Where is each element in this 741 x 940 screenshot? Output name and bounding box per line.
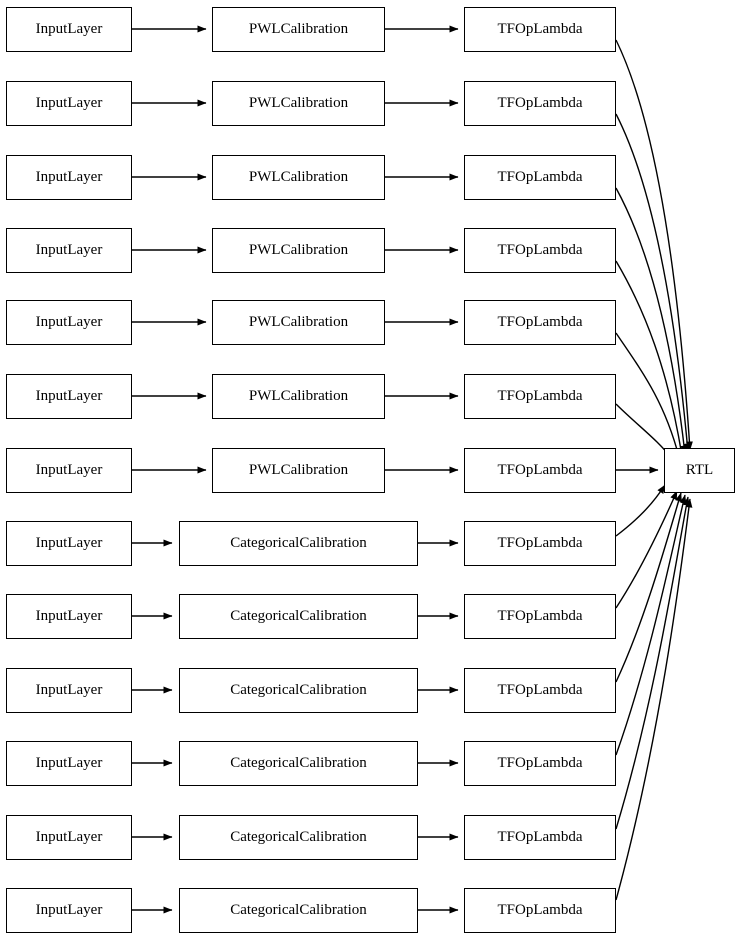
node-label: TFOpLambda	[497, 314, 583, 330]
node-label: PWLCalibration	[248, 95, 349, 111]
node-label: TFOpLambda	[497, 608, 583, 624]
node-input-layer[interactable]	[6, 741, 132, 786]
node-input-layer[interactable]	[6, 888, 132, 933]
node-label: TFOpLambda	[497, 829, 583, 845]
node-label: CategoricalCalibration	[230, 755, 367, 771]
node-label: PWLCalibration	[248, 21, 349, 37]
node-calibration[interactable]	[179, 521, 418, 566]
node-rtl-output[interactable]	[664, 448, 735, 493]
node-label: CategoricalCalibration	[230, 829, 367, 845]
node-calibration[interactable]	[179, 668, 418, 713]
node-label: TFOpLambda	[497, 902, 583, 918]
node-tf-op-lambda[interactable]	[464, 374, 616, 419]
node-label: TFOpLambda	[497, 21, 583, 37]
node-calibration[interactable]	[212, 81, 385, 126]
node-label: TFOpLambda	[497, 535, 583, 551]
node-input-layer[interactable]	[6, 7, 132, 52]
node-input-layer[interactable]	[6, 448, 132, 493]
node-input-layer[interactable]	[6, 594, 132, 639]
node-label: PWLCalibration	[248, 169, 349, 185]
node-tf-op-lambda[interactable]	[464, 668, 616, 713]
node-label: PWLCalibration	[248, 388, 349, 404]
node-label: InputLayer	[35, 242, 103, 258]
node-label: TFOpLambda	[497, 755, 583, 771]
node-calibration[interactable]	[179, 741, 418, 786]
node-input-layer[interactable]	[6, 228, 132, 273]
node-label: TFOpLambda	[497, 95, 583, 111]
node-label: CategoricalCalibration	[230, 902, 367, 918]
node-tf-op-lambda[interactable]	[464, 741, 616, 786]
node-input-layer[interactable]	[6, 155, 132, 200]
node-label: InputLayer	[35, 169, 103, 185]
node-label: InputLayer	[35, 388, 103, 404]
node-input-layer[interactable]	[6, 521, 132, 566]
node-label: InputLayer	[35, 682, 103, 698]
node-calibration[interactable]	[212, 7, 385, 52]
node-calibration[interactable]	[212, 228, 385, 273]
node-tf-op-lambda[interactable]	[464, 300, 616, 345]
node-label: InputLayer	[35, 608, 103, 624]
node-calibration[interactable]	[179, 888, 418, 933]
node-label: TFOpLambda	[497, 388, 583, 404]
node-label: PWLCalibration	[248, 462, 349, 478]
node-label: PWLCalibration	[248, 314, 349, 330]
node-input-layer[interactable]	[6, 81, 132, 126]
node-label: TFOpLambda	[497, 169, 583, 185]
node-label: InputLayer	[35, 755, 103, 771]
node-label: TFOpLambda	[497, 462, 583, 478]
node-calibration[interactable]	[212, 155, 385, 200]
node-label: CategoricalCalibration	[230, 535, 367, 551]
node-calibration[interactable]	[212, 374, 385, 419]
node-input-layer[interactable]	[6, 815, 132, 860]
node-label: InputLayer	[35, 902, 103, 918]
node-label: PWLCalibration	[248, 242, 349, 258]
node-input-layer[interactable]	[6, 668, 132, 713]
node-label: RTL	[685, 462, 714, 478]
node-calibration[interactable]	[179, 594, 418, 639]
node-tf-op-lambda[interactable]	[464, 7, 616, 52]
node-label: InputLayer	[35, 314, 103, 330]
node-input-layer[interactable]	[6, 374, 132, 419]
node-label: TFOpLambda	[497, 242, 583, 258]
node-label: InputLayer	[35, 462, 103, 478]
node-tf-op-lambda[interactable]	[464, 521, 616, 566]
node-label: InputLayer	[35, 95, 103, 111]
node-calibration[interactable]	[179, 815, 418, 860]
node-label: TFOpLambda	[497, 682, 583, 698]
node-tf-op-lambda[interactable]	[464, 81, 616, 126]
node-input-layer[interactable]	[6, 300, 132, 345]
node-label: InputLayer	[35, 21, 103, 37]
node-tf-op-lambda[interactable]	[464, 594, 616, 639]
node-calibration[interactable]	[212, 300, 385, 345]
node-label: InputLayer	[35, 535, 103, 551]
node-calibration[interactable]	[212, 448, 385, 493]
node-tf-op-lambda[interactable]	[464, 815, 616, 860]
node-tf-op-lambda[interactable]	[464, 228, 616, 273]
node-tf-op-lambda[interactable]	[464, 155, 616, 200]
node-tf-op-lambda[interactable]	[464, 448, 616, 493]
node-label: CategoricalCalibration	[230, 608, 367, 624]
node-label: CategoricalCalibration	[230, 682, 367, 698]
node-label: InputLayer	[35, 829, 103, 845]
node-tf-op-lambda[interactable]	[464, 888, 616, 933]
